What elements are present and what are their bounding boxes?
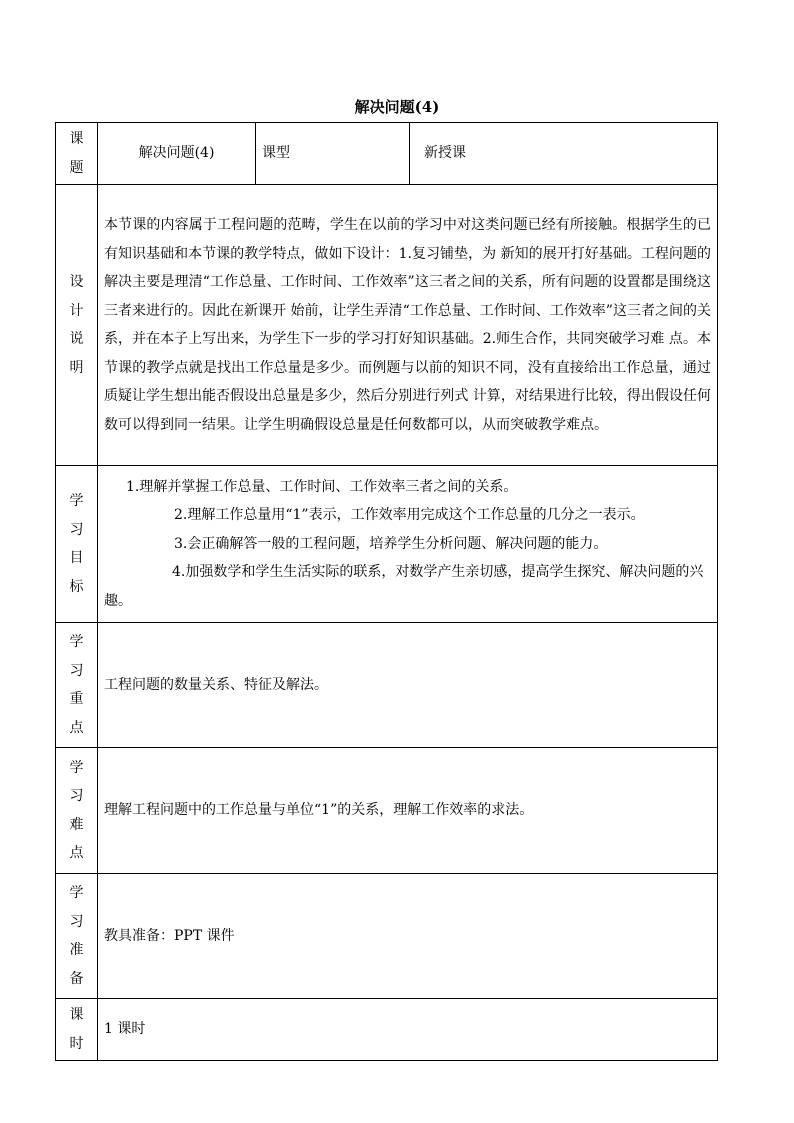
goal-item: 4.加强数学和学生生活实际的联系，对数学产生亲切感，提高学生探究、解决问题的兴趣。 bbox=[104, 564, 704, 609]
goal-item: 3.会正确解答一般的工程问题，培养学生分析问题、解决问题的能力。 bbox=[174, 535, 608, 552]
goal-item: 1.理解并掌握工作总量、工作时间、工作效率三者之间的关系。 bbox=[126, 478, 518, 495]
goals-row bbox=[56, 466, 718, 623]
lesson-name: 解决问题(4) bbox=[98, 123, 256, 185]
lesson-plan-table bbox=[55, 122, 718, 1061]
key-points-row bbox=[56, 623, 718, 748]
goal-item: 2.理解工作总量用“1”表示，工作效率用完成这个工作总量的几分之一表示。 bbox=[174, 507, 645, 524]
difficulties-text: 理解工程问题中的工作总量与单位“1”的关系，理解工作效率的求法。 bbox=[98, 748, 718, 874]
preparation-text: 教具准备：PPT 课件 bbox=[98, 874, 718, 999]
design-row bbox=[56, 185, 718, 466]
preparation-label: 学 习 准 备 bbox=[56, 874, 98, 999]
goals-label: 学 习 目 标 bbox=[56, 466, 98, 623]
preparation-row bbox=[56, 874, 718, 999]
duration-row bbox=[56, 999, 718, 1061]
topic-label: 课 题 bbox=[56, 123, 98, 185]
document-title: 解决问题(4) bbox=[354, 98, 440, 116]
duration-text: 1 课时 bbox=[98, 999, 718, 1061]
topic-row bbox=[56, 123, 718, 185]
design-description: 本节课的内容属于工程问题的范畴，学生在以前的学习中对这类问题已经有所接触。根据学生的已有知识基础和本节课的教学特点，做如下设计：1.复习铺垫，为 新知的展开打好基础。工程问题的解决主要是理清“工作总量、工作时间、工作效率”这三者之间的关系，所有问题的设置都是围绕这三者来进行的。因此在新课开 始前，让学生弄清“工作总量、工作时间、工作效率”这三者之间的关系，并在本子上写出来，为学生下一步的学习打好知识基础。2.师生合作，共同突破学习难 点。本节课的教学点就是找出工作总量是多少。而例题与以前的知识不同，没有直接给出工作总量，通过质疑让学生想出能否假设出总量是多少，然后分别进行列式 计算，对结果进行比较，得出假设任何数可以得到同一结果。让学生明确假设总量是任何数都可以，从而突破教学难点。 bbox=[98, 185, 718, 466]
key-points-text: 工程问题的数量关系、特征及解法。 bbox=[98, 623, 718, 748]
design-label: 设 计 说 明 bbox=[56, 185, 98, 466]
key-points-label: 学 习 重 点 bbox=[56, 623, 98, 748]
difficulties-label: 学 习 难 点 bbox=[56, 748, 98, 874]
duration-label: 课 时 bbox=[56, 999, 98, 1061]
lesson-type-label: 课型 bbox=[256, 123, 410, 185]
lesson-type-value: 新授课 bbox=[410, 123, 718, 185]
goals-list bbox=[98, 466, 718, 623]
difficulties-row bbox=[56, 748, 718, 874]
